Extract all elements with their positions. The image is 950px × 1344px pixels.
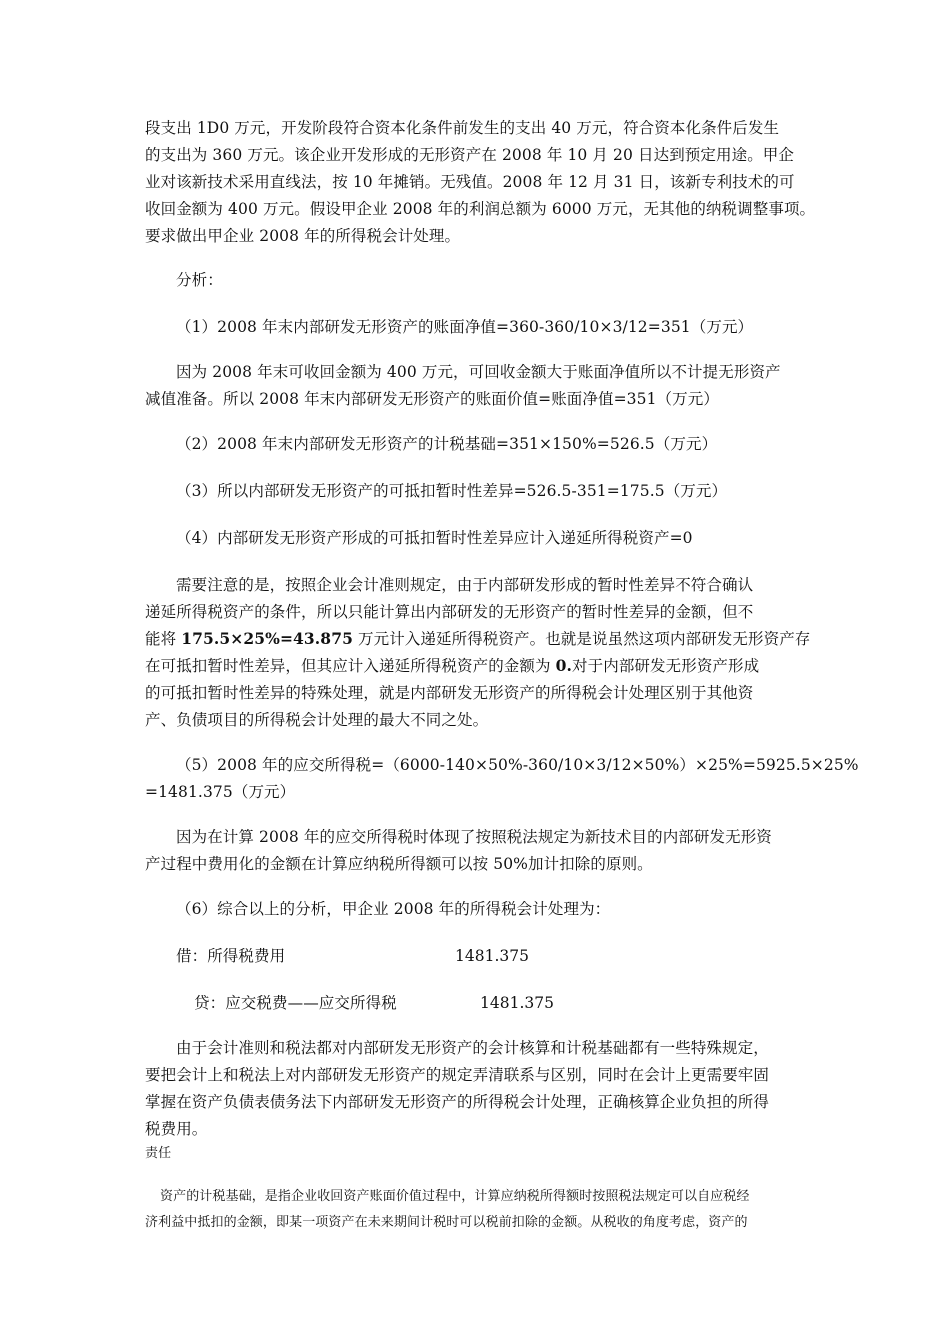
debit-entry-amount: 1481.375 [455,947,529,965]
paragraph-line: 济利益中抵扣的金额，即某一项资产在未来期间计税时可以税前扣除的金额。从税收的角度考虑，资产的 [145,1215,748,1230]
analysis-item-3: （3）所以内部研发无形资产的可抵扣暂时性差异=526.5-351=175.5（万元） [176,482,728,500]
paragraph-line: 收回金额为 400 万元。假设甲企业 2008 年的利润总额为 6000 万元，无其他的纳税调整事项。 [145,200,816,218]
text-run: 对于内部研发无形资产形成 [572,657,760,675]
paragraph-line: 产、负债项目的所得税会计处理的最大不同之处。 [145,711,489,729]
analysis-item-6: （6）综合以上的分析，甲企业 2008 年的所得税会计处理为： [176,900,611,918]
paragraph-line: 掌握在资产负债表债务法下内部研发无形资产的所得税会计处理，正确核算企业负担的所得 [145,1093,770,1111]
paragraph-line: 产过程中费用化的金额在计算应纳税所得额可以按 50%加计扣除的原则。 [145,855,653,873]
credit-entry-amount: 1481.375 [480,994,554,1012]
paragraph-line: 业对该新技术采用直线法，按 10 年摊销。无残值。2008 年 12 月 31 日，该新专利技术的可 [145,173,795,191]
paragraph-line: 由于会计准则和税法都对内部研发无形资产的会计核算和计税基础都有一些特殊规定， [176,1039,769,1057]
paragraph-line: 因为在计算 2008 年的应交所得税时体现了按照税法规定为新技术目的内部研发无形资 [176,828,772,846]
paragraph-line: 要把会计上和税法上对内部研发无形资产的规定弄清联系与区别，同时在会计上更需要牢固 [145,1066,770,1084]
text-run: 在可抵扣暂时性差异，但其应计入递延所得税资产的金额为 [145,657,556,675]
paragraph-line: 要求做出甲企业 2008 年的所得税会计处理。 [145,227,461,245]
paragraph-line: 的可抵扣暂时性差异的特殊处理，就是内部研发无形资产的所得税会计处理区别于其他资 [145,684,754,702]
text-run: 能将 [145,630,182,648]
credit-entry-label: 贷：应交税费——应交所得税 [194,994,397,1012]
paragraph-line: 的支出为 360 万元。该企业开发形成的无形资产在 2008 年 10 月 20 日达到预定用途。甲企 [145,146,794,164]
section-label: 责任 [145,1146,172,1161]
paragraph-line: 税费用。 [145,1120,208,1138]
analysis-item-2: （2）2008 年末内部研发无形资产的计税基础=351×150%=526.5（万元） [176,435,718,453]
text-run: 万元计入递延所得税资产。也就是说虽然这项内部研发无形资产存 [352,630,811,648]
analysis-heading: 分析： [176,271,223,289]
paragraph-line: 因为 2008 年末可收回金额为 400 万元，可回收金额大于账面净值所以不计提无形资产 [176,363,781,381]
paragraph-line: 递延所得税资产的条件，所以只能计算出内部研发的无形资产的暂时性差异的金额，但不 [145,603,754,621]
analysis-item-5: （5）2008 年的应交所得税=（6000-140×50%-360/10×3/12×50%）×25%=5925.5×25% [176,756,859,774]
paragraph-line: 段支出 1D0 万元，开发阶段符合资本化条件前发生的支出 40 万元，符合资本化条件后发生 [145,119,780,137]
bold-formula: 175.5×25%=43.875 [181,629,353,648]
analysis-item-5-cont: =1481.375（万元） [145,783,296,801]
paragraph-line: 资产的计税基础，是指企业收回资产账面价值过程中，计算应纳税所得额时按照税法规定可以自应税经 [160,1189,750,1204]
paragraph-line [145,629,810,649]
analysis-item-1: （1）2008 年末内部研发无形资产的账面净值=360-360/10×3/12=351（万元） [176,318,754,336]
paragraph-line [145,656,759,676]
paragraph-line: 减值准备。所以 2008 年末内部研发无形资产的账面价值=账面净值=351（万元） [145,390,719,408]
paragraph-line: 需要注意的是，按照企业会计准则规定，由于内部研发形成的暂时性差异不符合确认 [176,576,754,594]
analysis-item-4: （4）内部研发无形资产形成的可抵扣暂时性差异应计入递延所得税资产=0 [176,529,693,547]
debit-entry-label: 借：所得税费用 [176,947,286,965]
bold-value: 0. [555,656,573,675]
